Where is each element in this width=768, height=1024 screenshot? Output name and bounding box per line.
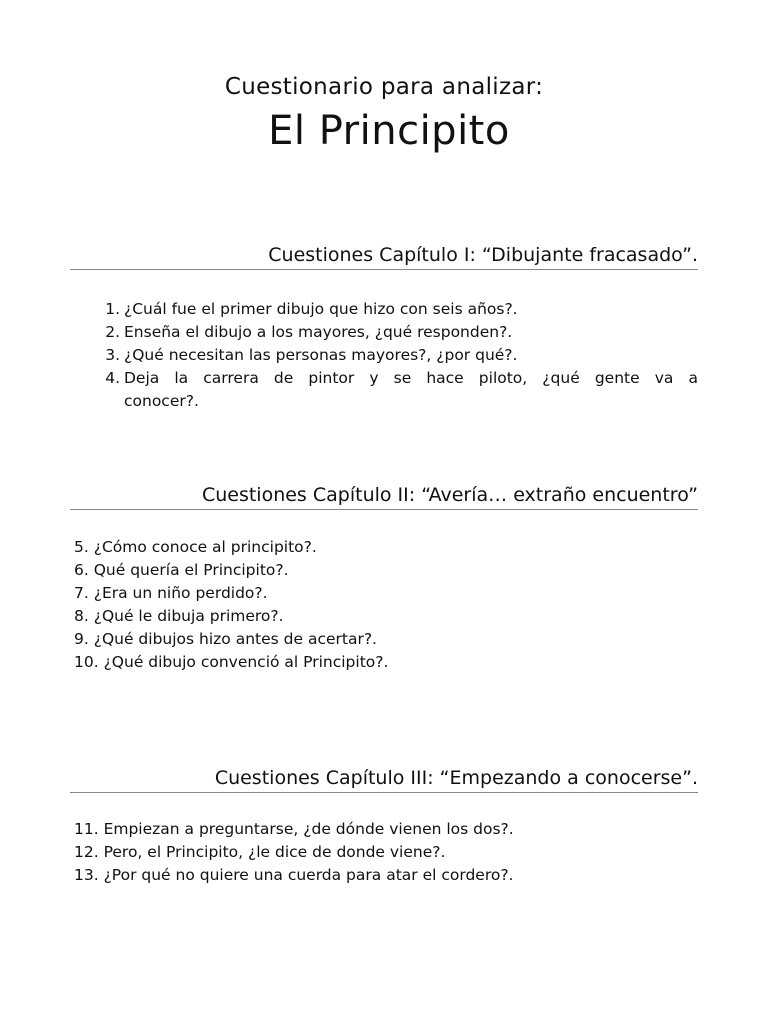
question-list-chapter-2 bbox=[74, 536, 694, 674]
list-item: 10. ¿Qué dibujo convenció al Principito?. bbox=[74, 653, 389, 671]
section-heading-chapter-2: Cuestiones Capítulo II: “Avería… extraño encuentro” bbox=[70, 484, 698, 510]
list-item bbox=[96, 298, 698, 321]
section-heading-chapter-3: Cuestiones Capítulo III: “Empezando a conocerse”. bbox=[70, 767, 698, 793]
question-text: ¿Cuál fue el primer dibujo que hizo con seis años?. bbox=[124, 300, 518, 318]
document-title: El Principito bbox=[268, 108, 510, 154]
question-text: Deja la carrera de pintor y se hace piloto, ¿qué gente va a conocer?. bbox=[124, 369, 698, 410]
question-number: 4. bbox=[105, 369, 120, 387]
list-item: 7. ¿Era un niño perdido?. bbox=[74, 584, 268, 602]
list-item: 5. ¿Cómo conoce al principito?. bbox=[74, 538, 317, 556]
question-number: 3. bbox=[105, 346, 120, 364]
question-text: Enseña el dibujo a los mayores, ¿qué responden?. bbox=[124, 323, 513, 341]
list-item: 6. Qué quería el Principito?. bbox=[74, 561, 289, 579]
list-item: 12. Pero, el Principito, ¿le dice de donde viene?. bbox=[74, 843, 446, 861]
question-list-chapter-1 bbox=[96, 298, 698, 413]
list-item bbox=[96, 344, 698, 367]
document-subtitle: Cuestionario para analizar: bbox=[224, 74, 544, 100]
question-number: 2. bbox=[105, 323, 120, 341]
question-number: 1. bbox=[105, 300, 120, 318]
list-item bbox=[96, 321, 698, 344]
section-heading-chapter-1: Cuestiones Capítulo I: “Dibujante fracasado”. bbox=[70, 244, 698, 270]
list-item bbox=[96, 367, 698, 413]
question-text: ¿Qué necesitan las personas mayores?, ¿por qué?. bbox=[124, 346, 518, 364]
list-item: 13. ¿Por qué no quiere una cuerda para atar el cordero?. bbox=[74, 866, 514, 884]
list-item: 11. Empiezan a preguntarse, ¿de dónde vienen los dos?. bbox=[74, 820, 514, 838]
list-item: 8. ¿Qué le dibuja primero?. bbox=[74, 607, 284, 625]
list-item: 9. ¿Qué dibujos hizo antes de acertar?. bbox=[74, 630, 377, 648]
question-list-chapter-3 bbox=[74, 818, 694, 887]
